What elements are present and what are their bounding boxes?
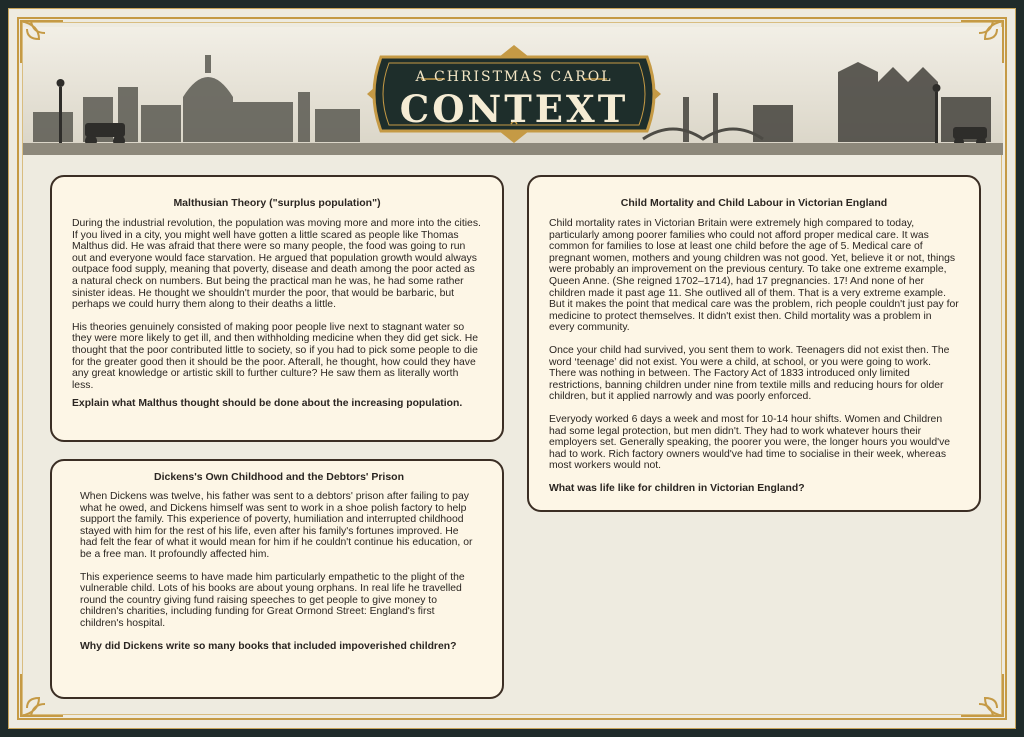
malthus-heading: Malthusian Theory ("surplus population")	[173, 197, 381, 209]
corner-flourish-icon	[959, 19, 1005, 65]
dickens-heading: Dickens's Own Childhood and the Debtors' Prison	[153, 471, 405, 483]
child-mortality-paragraph: Once your child had survived, you sent them to work. Teenagers did not exist then. The word ‘teenage’ did not exist. You were a child, at school, or you were going to work. There was nothing in between. The Factory Act of 1833 introduced only limited restrictions, banning children under nine from textile mills and reducing hours for older children, but it applied narrowly and was poorly enforced.	[549, 344, 950, 403]
malthus-question: Explain what Malthus thought should be done about the increasing population.	[72, 398, 463, 410]
title-plaque	[361, 39, 667, 149]
malthus-card	[50, 175, 504, 442]
dickens-card	[50, 459, 504, 699]
child-mortality-paragraph: Everyody worked 6 days a week and most for 10-14 hour shifts. Women and Children had some legal protection, but men didn't. They had to work whatever hours their employers set. Generally speaking, the poorer you were, the longer hours you would've had to work. Rich factory owners would've had time to socialise in their week, whereas most workers would not.	[549, 413, 951, 472]
child-mortality-card	[527, 175, 981, 512]
dickens-paragraph: When Dickens was twelve, his father was sent to a debtors' prison after failing to pay what he owed, and Dickens himself was sent to work in a shoe polish factory to help support the family. This experience of poverty, humiliation and interrupted childhood stayed with him for the rest of his life, even after his family's fortunes improved. He had felt the fear of what it would mean for him if he couldn't continue his education, or be a free man. It profoundly affected him.	[80, 491, 473, 560]
malthus-paragraph: During the industrial revolution, the population was moving more and more into the cities. If you lived in a city, you might well have gotten a little scared as people like Thomas Malthus did. He was afraid that there were so many people, the food was going to run out and everyone would face starvation. He argued that population growth would always outpace food supply, meaning that poverty, disease and death among the poor acted as a natural check on numbers. But being the practical man he was, he had some rather sinister ideas. He thought we shouldn't murder the poor, that would be barbaric, but perhaps we could hurry them along to their deaths a little.	[72, 218, 481, 311]
corner-flourish-icon	[19, 19, 65, 65]
dickens-question: Why did Dickens write so many books that included impoverished children?	[80, 640, 457, 652]
corner-flourish-icon	[959, 672, 1005, 718]
dickens-paragraph: This experience seems to have made him particularly empathetic to the plight of the vulnerable child. Lots of his books are about young orphans. In real life he travelled round the country giving fund raising speeches to get people to give money to children's charities, including funding for Great Ormond Street: England's first children's hospital.	[80, 571, 465, 629]
child-mortality-question: What was life like for children in Victorian England?	[549, 482, 805, 494]
malthus-paragraph: His theories genuinely consisted of making poor people live next to stagnant water so they were more likely to get ill, and then withholding medicine when they did get sick. He thought that the poor contributed little to society, so if you had to pick some people to die for the greater good then it should be the poor. Afterall, he thought, how could they have any great knowledge or artistic skill to further culture? He saw them as literally worth less.	[72, 321, 479, 391]
child-mortality-heading: Child Mortality and Child Labour in Victorian England	[620, 197, 888, 209]
page-title: CONTEXT	[399, 87, 629, 131]
child-mortality-paragraph: Child mortality rates in Victorian Britain were extremely high compared to today, particularly among poorer families who could not afford proper medical care. It was common for families to lose at least one child before the age of 5. Medical care of pregnant women, mothers and young children was not good. Yet, believe it or not, things were probably an improvement on the previous century. To take one extreme example, Queen Anne. (She reigned 1702–1714), had 17 pregnancies. 17! And none of her children made it past age 11. She outlived all of them. That is a very extreme example. But it makes the point that medical care was the problem, rich people couldn't just pay for medicine to protect themselves. It didn't exist then. Child mortality was a problem in every community.	[549, 218, 959, 334]
title-subtitle: A CHRISTMAS CAROL	[415, 69, 613, 85]
